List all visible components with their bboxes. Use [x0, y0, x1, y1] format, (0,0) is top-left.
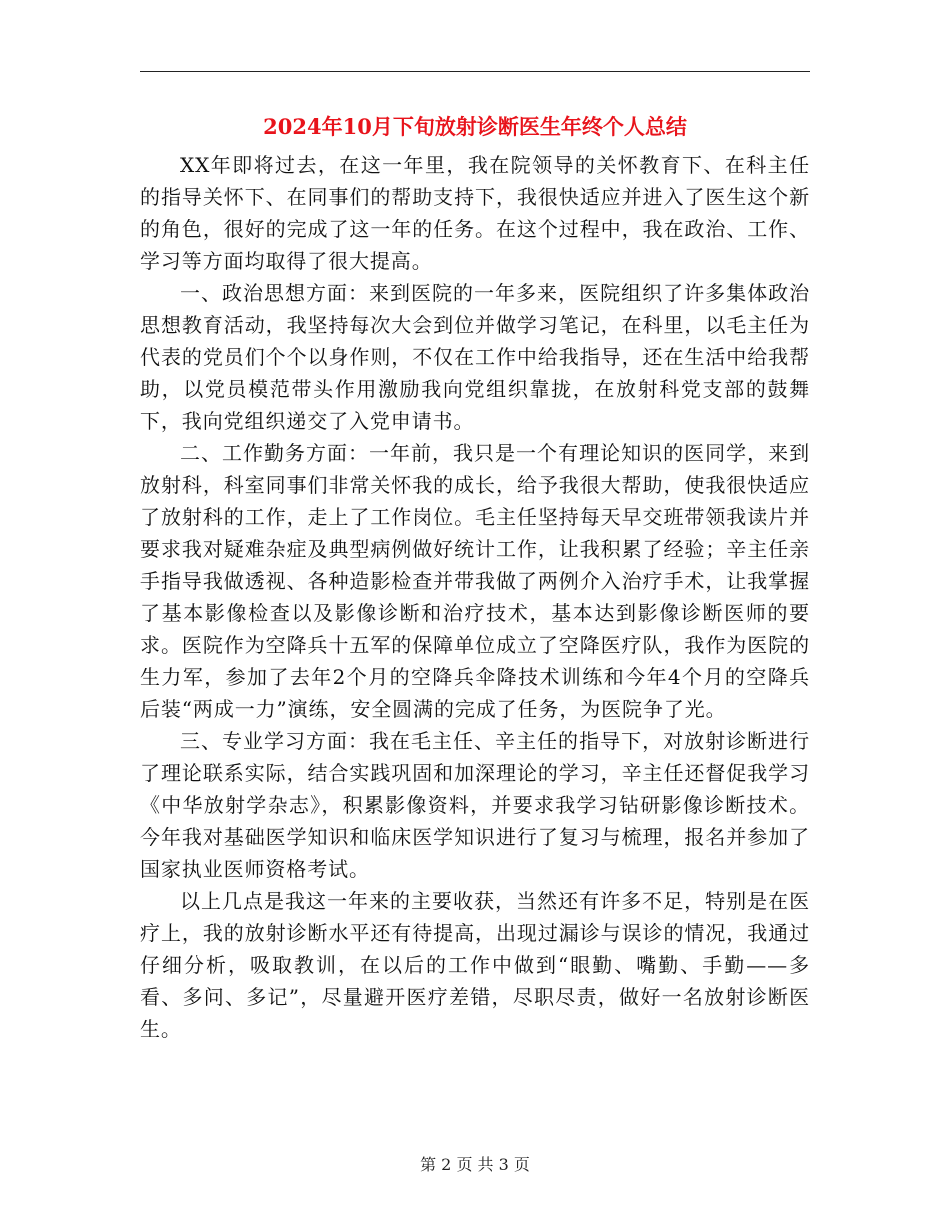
paragraph-political: 一、政治思想方面：来到医院的一年多来，医院组织了许多集体政治思想教育活动，我坚持每次大会到位并做学习笔记，在科里，以毛主任为代表的党员们个个以身作则，不仅在工作中给我指导，还在生活中给我帮助，以党员模范带头作用激励我向党组织靠拢，在放射科党支部的鼓舞下，我向党组织递交了入党申请书。	[140, 281, 810, 433]
paragraph-study: 三、专业学习方面：我在毛主任、辛主任的指导下，对放射诊断进行了理论联系实际，结合实践巩固和加深理论的学习，辛主任还督促我学习《中华放射学杂志》，积累影像资料，并要求我学习钻研影像诊断技术。今年我对基础医学知识和临床医学知识进行了复习与梳理，报名并参加了国家执业医师资格考试。	[140, 729, 810, 881]
page-number: 第 2 页 共 3 页	[420, 1155, 530, 1174]
header-rule	[140, 71, 810, 72]
document-title: 2024年10月下旬放射诊断医生年终个人总结	[263, 114, 687, 139]
paragraph-work: 二、工作勤务方面：一年前，我只是一个有理论知识的医同学，来到放射科，科室同事们非常关怀我的成长，给予我很大帮助，使我很快适应了放射科的工作，走上了工作岗位。毛主任坚持每天早交班带领我读片并要求我对疑难杂症及典型病例做好统计工作，让我积累了经验；辛主任亲手指导我做透视、各种造影检查并带我做了两例介入治疗手术，让我掌握了基本影像检查以及影像诊断和治疗技术，基本达到影像诊断医师的要求。医院作为空降兵十五军的保障单位成立了空降医疗队，我作为医院的生力军，参加了去年2个月的空降兵伞降技术训练和今年4个月的空降兵后装“两成一力”演练，安全圆满的完成了任务，为医院争了光。	[140, 441, 810, 721]
paragraph-intro: XX年即将过去，在这一年里，我在院领导的关怀教育下、在科主任的指导关怀下、在同事们的帮助支持下，我很快适应并进入了医生这个新的角色，很好的完成了这一年的任务。在这个过程中，我在政治、工作、学习等方面均取得了很大提高。	[140, 153, 810, 273]
paragraph-conclusion: 以上几点是我这一年来的主要收获，当然还有许多不足，特别是在医疗上，我的放射诊断水平还有待提高，出现过漏诊与误诊的情况，我通过仔细分析，吸取教训，在以后的工作中做到“眼勤、嘴勤、手勤——多看、多问、多记”，尽量避开医疗差错，尽职尽责，做好一名放射诊断医生。	[140, 889, 810, 1041]
document-body	[140, 149, 810, 1045]
